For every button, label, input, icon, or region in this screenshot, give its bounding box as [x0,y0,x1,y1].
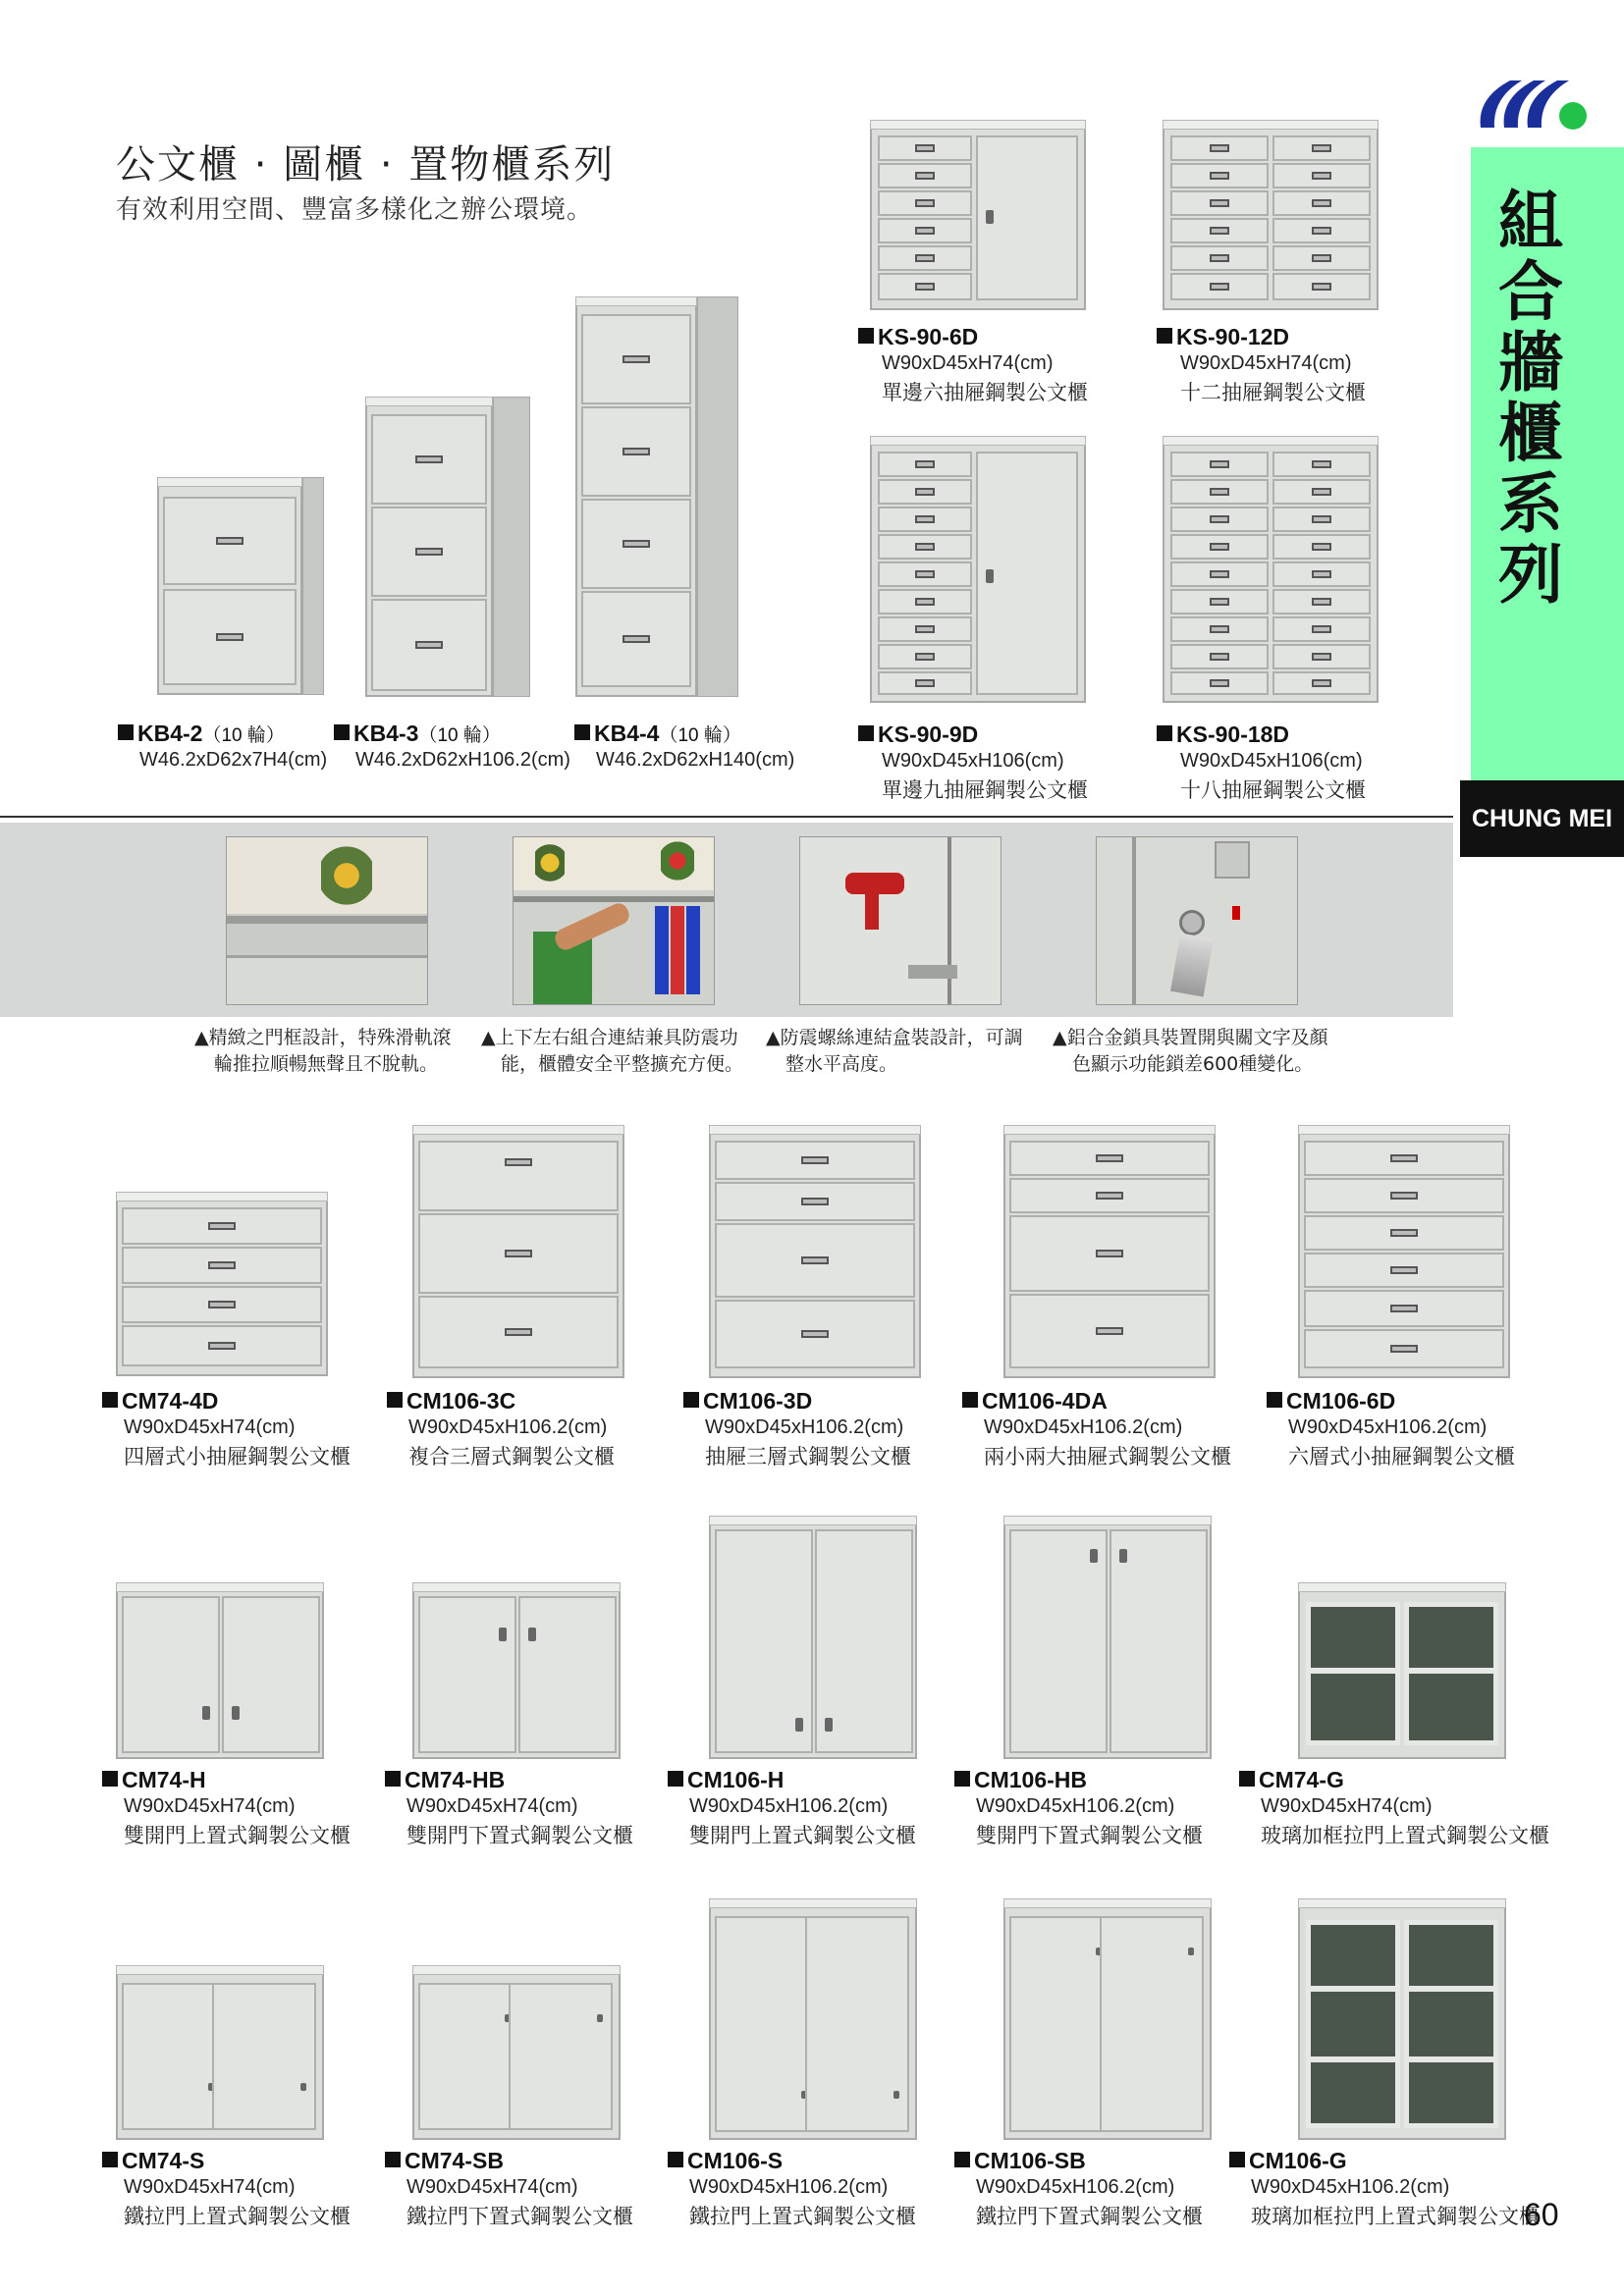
bullet-square-icon [668,1771,683,1787]
cabinet-image-ks-90-6d [870,128,1086,310]
product-label-cm106-6d: CM106-6D W90xD45xH106.2(cm) 六層式小抽屜鋼製公文櫃 [1267,1388,1515,1470]
cabinet-image-ks-90-18d [1163,444,1379,703]
cabinet-image-cm106-g [1298,1906,1506,2140]
feature-text-4: ▲鋁合金鎖具裝置開與關文字及顏 色顯示功能鎖差600種變化。 [1053,1027,1328,1075]
bullet-square-icon [118,724,134,740]
bullet-square-icon [683,1392,699,1408]
cabinet-image-cm74-sb [412,1973,621,2140]
product-label-cm106-hb: CM106-HB W90xD45xH106.2(cm) 雙開門下置式鋼製公文櫃 [954,1767,1203,1849]
brand-label: CHUNG MEI [1460,780,1624,857]
cabinet-image-cm106-3c [412,1133,624,1378]
bullet-square-icon [102,1771,118,1787]
bullet-square-icon [1229,2152,1245,2167]
feature-photo-lock [1096,836,1298,1005]
product-label-cm74-s: CM74-S W90xD45xH74(cm) 鐵拉門上置式鋼製公文櫃 [102,2148,351,2230]
page-number: 60 [1524,2197,1559,2232]
product-label-cm106-sb: CM106-SB W90xD45xH106.2(cm) 鐵拉門下置式鋼製公文櫃 [954,2148,1203,2230]
bullet-square-icon [858,725,874,741]
product-label-kb4-2: KB4-2（10 輪） W46.2xD62x7H4(cm) [118,721,327,772]
bullet-square-icon [954,1771,970,1787]
cabinet-image-cm74-g [1298,1590,1506,1759]
product-label-cm74-4d: CM74-4D W90xD45xH74(cm) 四層式小抽屜鋼製公文櫃 [102,1388,351,1470]
bullet-square-icon [574,724,590,740]
page-subtitle: 有效利用空間、豐富多樣化之辦公環境。 [116,195,594,225]
product-label-cm106-s: CM106-S W90xD45xH106.2(cm) 鐵拉門上置式鋼製公文櫃 [668,2148,916,2230]
bullet-square-icon [385,1771,401,1787]
product-label-ks-90-6d: KS-90-6D W90xD45xH74(cm) 單邊六抽屜鋼製公文櫃 [858,324,1088,406]
feature-text-2: ▲上下左右組合連結兼具防震功 能，櫃體安全平整擴充方便。 [481,1027,744,1075]
cabinet-image-cm106-3d [709,1133,921,1378]
product-label-ks-90-18d: KS-90-18D W90xD45xH106(cm) 十八抽屜鋼製公文櫃 [1157,721,1366,804]
bullet-square-icon [668,2152,683,2167]
product-label-kb4-4: KB4-4（10 輪） W46.2xD62xH140(cm) [574,721,794,772]
product-label-cm106-g: CM106-G W90xD45xH106.2(cm) 玻璃加框拉門上置式鋼製公文櫃 [1229,2148,1540,2230]
bullet-square-icon [1239,1771,1255,1787]
bullet-square-icon [102,2152,118,2167]
bullet-square-icon [1267,1392,1282,1408]
feature-text-3: ▲防震螺絲連結盒裝設計，可調 整水平高度。 [766,1027,1023,1075]
bullet-square-icon [954,2152,970,2167]
page-title: 公文櫃 · 圖櫃 · 置物櫃系列 [116,142,616,187]
cabinet-image-kb4-4 [575,304,697,697]
feature-photo-leveling-screw [799,836,1001,1005]
product-label-cm106-4da: CM106-4DA W90xD45xH106.2(cm) 兩小兩大抽屜式鋼製公文櫃 [962,1388,1231,1470]
cabinet-image-kb4-2 [157,485,302,695]
cabinet-image-ks-90-12d [1163,128,1379,310]
feature-photo-sliding-door [226,836,428,1005]
cabinet-image-cm106-4da [1003,1133,1216,1378]
product-label-cm74-h: CM74-H W90xD45xH74(cm) 雙開門上置式鋼製公文櫃 [102,1767,351,1849]
chung-mei-logo-icon [1471,59,1593,145]
bullet-square-icon [387,1392,403,1408]
product-label-cm106-3d: CM106-3D W90xD45xH106.2(cm) 抽屜三層式鋼製公文櫃 [683,1388,911,1470]
bullet-square-icon [385,2152,401,2167]
bullet-square-icon [334,724,350,740]
cabinet-image-kb4-3 [365,404,493,697]
cabinet-image-cm106-h [709,1523,917,1759]
product-label-ks-90-9d: KS-90-9D W90xD45xH106(cm) 單邊九抽屜鋼製公文櫃 [858,721,1088,804]
product-label-cm106-3c: CM106-3C W90xD45xH106.2(cm) 複合三層式鋼製公文櫃 [387,1388,615,1470]
bullet-square-icon [858,328,874,344]
cabinet-image-cm106-s [709,1906,917,2140]
cabinet-image-cm74-4d [116,1200,328,1376]
product-label-ks-90-12d: KS-90-12D W90xD45xH74(cm) 十二抽屜鋼製公文櫃 [1157,324,1366,406]
cabinet-image-cm74-s [116,1973,324,2140]
cabinet-image-cm106-sb [1003,1906,1212,2140]
product-label-cm74-g: CM74-G W90xD45xH74(cm) 玻璃加框拉門上置式鋼製公文櫃 [1239,1767,1549,1849]
cabinet-image-cm74-hb [412,1590,621,1759]
feature-photo-stacked-units [513,836,715,1005]
bullet-square-icon [1157,328,1172,344]
product-label-cm74-sb: CM74-SB W90xD45xH74(cm) 鐵拉門下置式鋼製公文櫃 [385,2148,633,2230]
section-divider [0,816,1453,818]
bullet-square-icon [962,1392,978,1408]
cabinet-image-cm106-6d [1298,1133,1510,1378]
product-label-kb4-3: KB4-3（10 輪） W46.2xD62xH106.2(cm) [334,721,570,772]
cabinet-image-cm106-hb [1003,1523,1212,1759]
cabinet-image-ks-90-9d [870,444,1086,703]
bullet-square-icon [102,1392,118,1408]
product-label-cm106-h: CM106-H W90xD45xH106.2(cm) 雙開門上置式鋼製公文櫃 [668,1767,916,1849]
category-title: 組合牆櫃系列 [1498,184,1563,613]
bullet-square-icon [1157,725,1172,741]
cabinet-image-cm74-h [116,1590,324,1759]
product-label-cm74-hb: CM74-HB W90xD45xH74(cm) 雙開門下置式鋼製公文櫃 [385,1767,633,1849]
feature-text-1: ▲精緻之門框設計，特殊滑軌滾 輪推拉順暢無聲且不脫軌。 [194,1027,452,1075]
